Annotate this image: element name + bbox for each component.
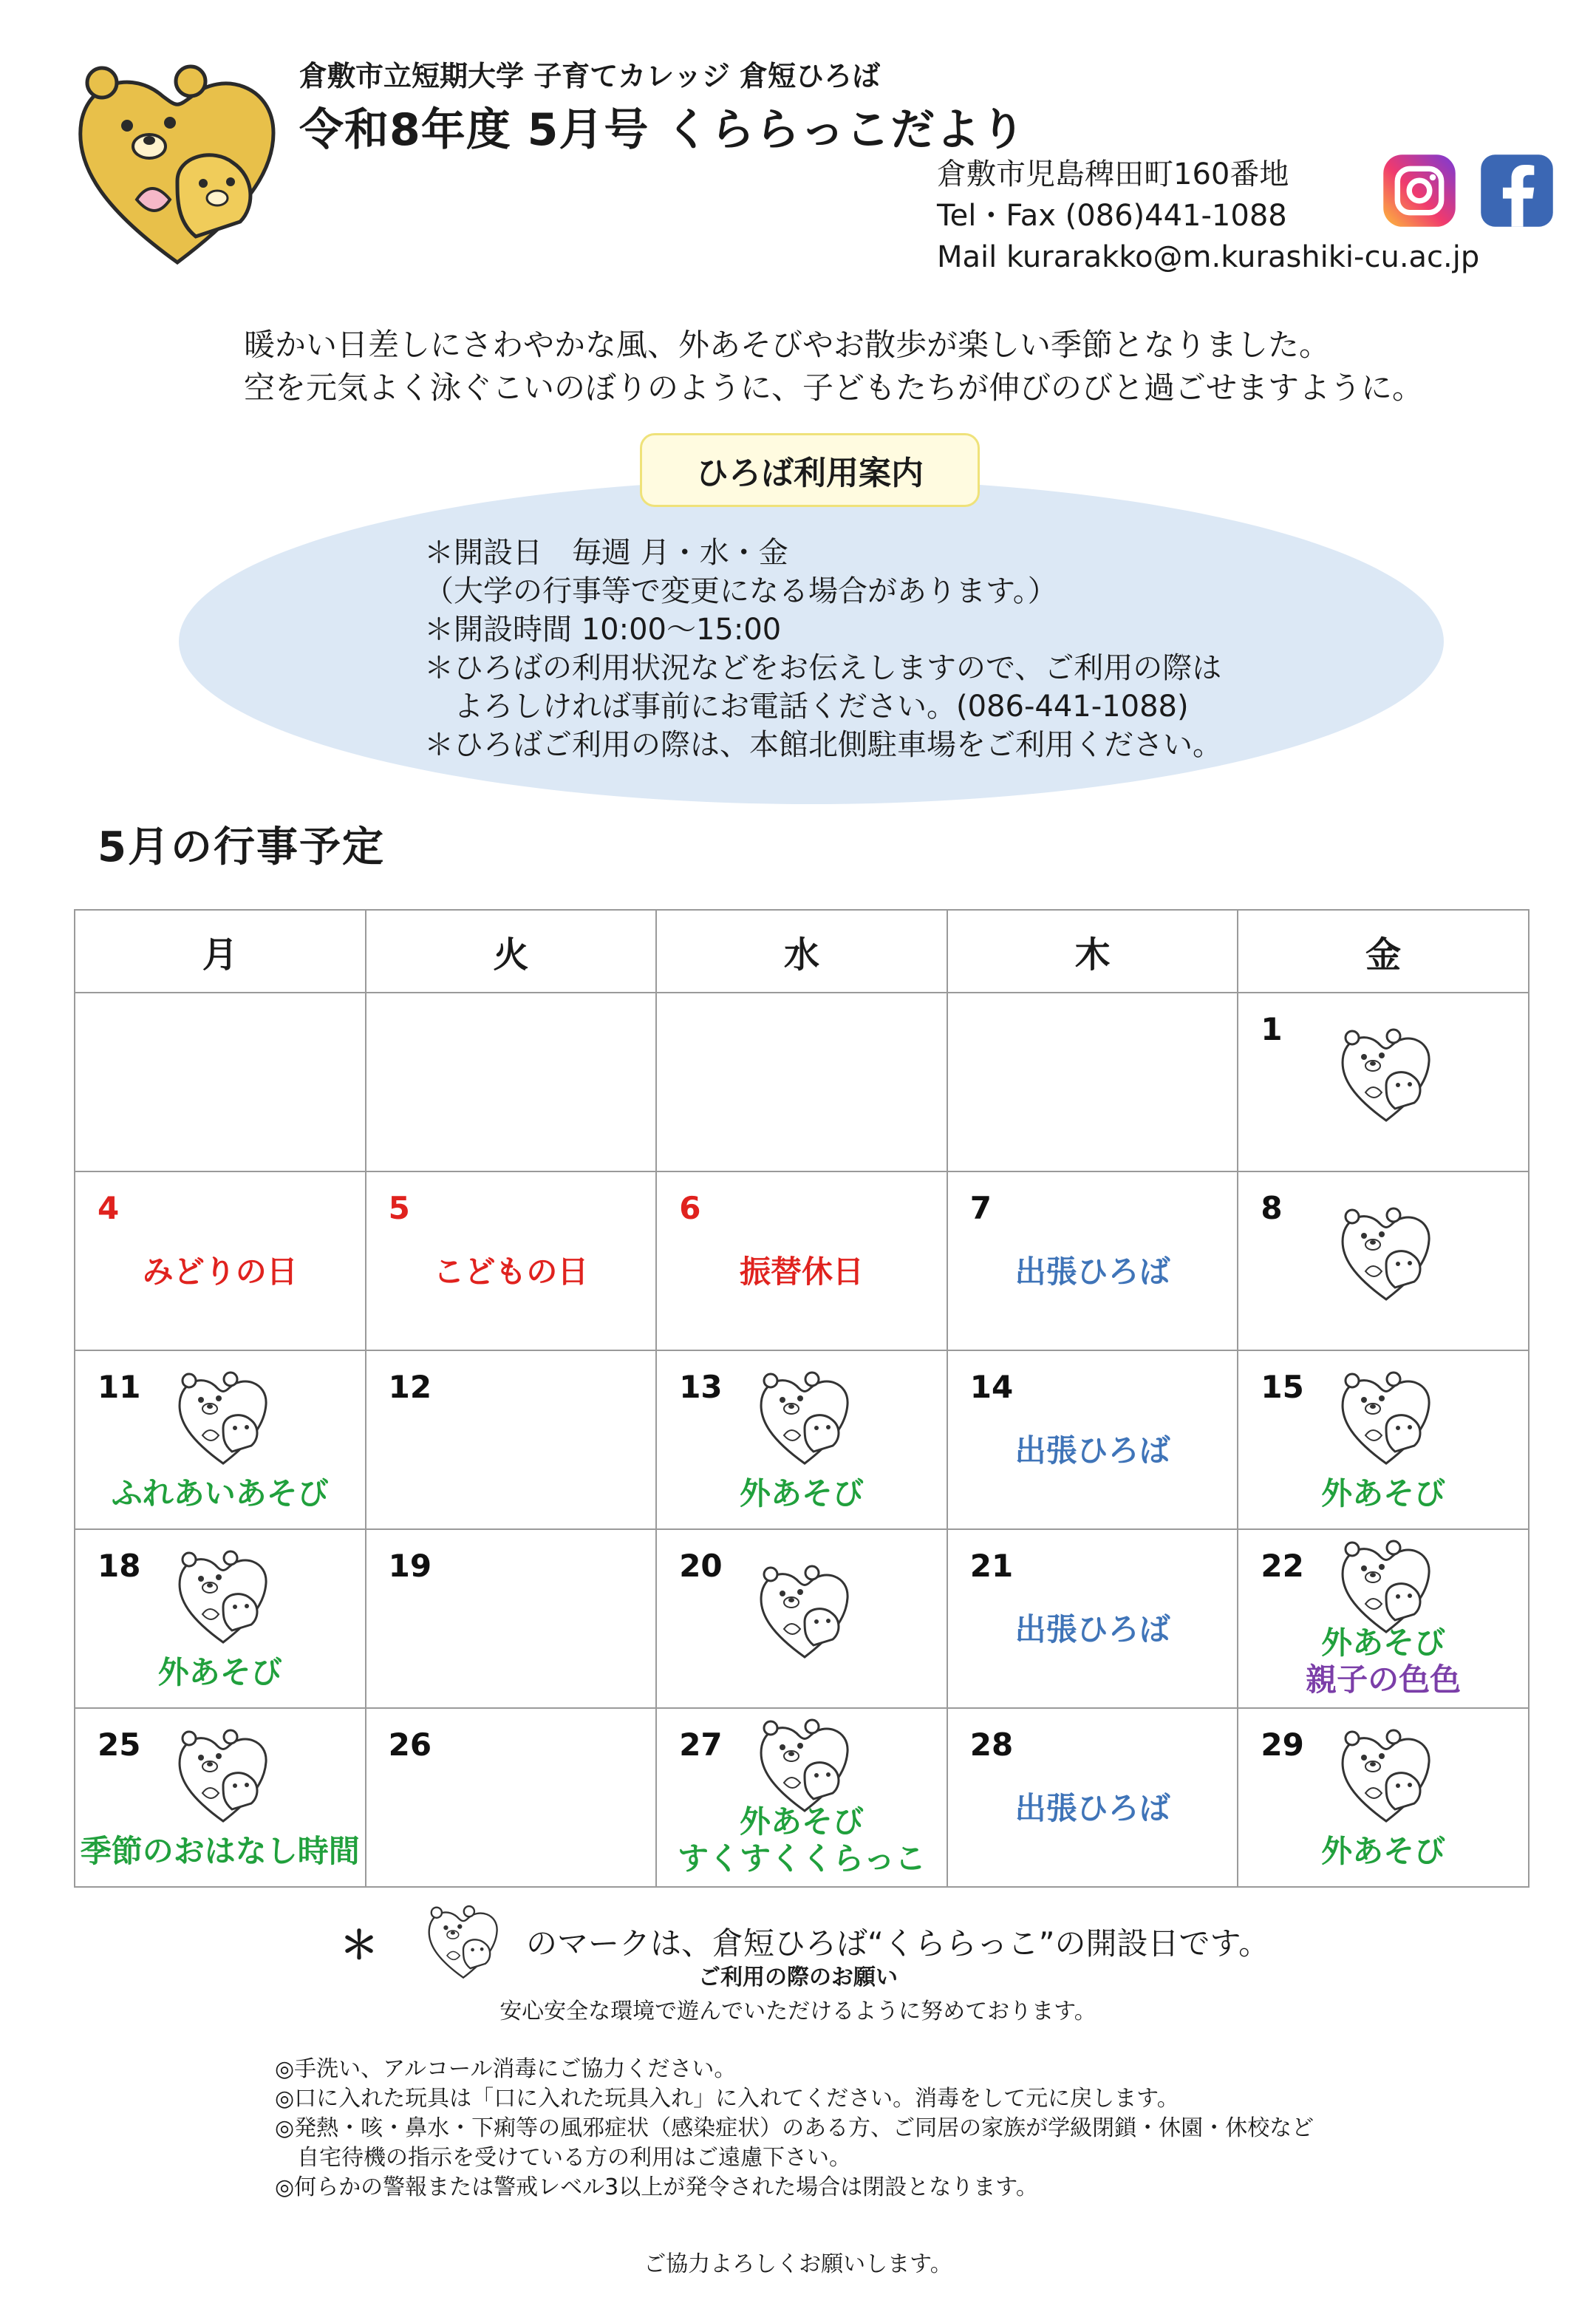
calendar-table bbox=[74, 909, 1530, 1888]
calendar-week-row bbox=[75, 1350, 1529, 1529]
day-number: 27 bbox=[679, 1727, 723, 1763]
day-number: 29 bbox=[1261, 1727, 1304, 1763]
event-label: すくすくくらっこ bbox=[677, 1840, 926, 1877]
calendar-day-cell bbox=[366, 1171, 657, 1350]
greeting-message bbox=[244, 324, 1423, 409]
calendar-day-cell bbox=[947, 1350, 1238, 1529]
guide-line: ＊開設時間 10:00～15:00 bbox=[424, 613, 782, 647]
calendar-week-row bbox=[75, 1171, 1529, 1350]
greeting-line: 空を元気よく泳ぐこいのぼりのように、子どもたちが伸びのびと過ごせますように。 bbox=[244, 370, 1424, 406]
day-number: 15 bbox=[1261, 1369, 1304, 1405]
event-label: 外あそび bbox=[739, 1803, 864, 1840]
event-label: 外あそび bbox=[1321, 1833, 1446, 1869]
calendar-week-row bbox=[75, 1529, 1529, 1708]
calendar-day-cell bbox=[1238, 1171, 1529, 1350]
day-number: 26 bbox=[388, 1727, 432, 1763]
event-label: ふれあいあそび bbox=[111, 1475, 329, 1511]
otter-mark-icon bbox=[171, 1724, 275, 1827]
request-notes bbox=[275, 2055, 1314, 2203]
guide-line: ＊開設日 毎週 月・水・金 bbox=[424, 536, 788, 570]
email-address[interactable]: Mail kurarakko@m.kurashiki-cu.ac.jp bbox=[937, 240, 1480, 274]
calendar-day-cell bbox=[1238, 1708, 1529, 1887]
guide-line: （大学の行事等で変更になる場合があります。） bbox=[424, 574, 1057, 608]
event-label: 外あそび bbox=[157, 1654, 282, 1690]
note-line: ◎口に入れた玩具は「口に入れた玩具入れ」に入れてください。消毒をして元に戻します。 bbox=[275, 2086, 1179, 2112]
note-line: ◎発熱・咳・鼻水・下痢等の風邪症状（感染症状）のある方、ご同居の家族が学級閉鎖・休園・休校など bbox=[275, 2115, 1314, 2141]
calendar-day-cell bbox=[75, 1529, 366, 1708]
day-number: 11 bbox=[98, 1369, 141, 1405]
day-number: 20 bbox=[679, 1548, 723, 1584]
legend-star: ＊ bbox=[340, 1923, 379, 1968]
day-number: 1 bbox=[1261, 1011, 1283, 1047]
calendar-week-row bbox=[75, 993, 1529, 1171]
calendar-day-cell bbox=[366, 1350, 657, 1529]
calendar-day-cell bbox=[75, 1350, 366, 1529]
calendar-day-cell bbox=[947, 993, 1238, 1171]
weekday-header: 月 bbox=[75, 910, 366, 993]
day-number: 7 bbox=[969, 1190, 992, 1226]
guide-title: ひろば利用案内 bbox=[640, 433, 980, 507]
day-number: 5 bbox=[388, 1190, 410, 1226]
day-number: 13 bbox=[679, 1369, 723, 1405]
calendar-day-cell bbox=[366, 1529, 657, 1708]
calendar-day-cell bbox=[366, 993, 657, 1171]
guide-line: よろしければ事前にお電話ください。(086-441-1088) bbox=[424, 690, 1189, 724]
request-title: ご利用の際のお願い bbox=[698, 1965, 898, 1990]
event-label: 振替休日 bbox=[739, 1254, 864, 1290]
day-number: 4 bbox=[98, 1190, 120, 1226]
day-number: 19 bbox=[388, 1548, 432, 1584]
weekday-header: 金 bbox=[1238, 910, 1529, 993]
thanks-message: ご協力よろしくお願いします。 bbox=[644, 2251, 952, 2277]
event-label: 外あそび bbox=[739, 1475, 864, 1511]
day-number: 14 bbox=[969, 1369, 1014, 1405]
guide-line: ＊ひろばご利用の際は、本館北側駐車場をご利用ください。 bbox=[424, 728, 1222, 762]
otter-mark-icon bbox=[1334, 1366, 1438, 1469]
calendar-body bbox=[75, 993, 1529, 1887]
calendar-day-cell bbox=[1238, 993, 1529, 1171]
note-line: ◎手洗い、アルコール消毒にご協力ください。 bbox=[275, 2056, 737, 2082]
otter-mark-icon bbox=[1334, 1023, 1438, 1126]
otter-mark-icon bbox=[1334, 1724, 1438, 1827]
otter-mark-icon bbox=[753, 1560, 856, 1663]
calendar-day-cell bbox=[75, 993, 366, 1171]
day-number: 18 bbox=[98, 1548, 141, 1584]
event-label: 外あそび bbox=[1321, 1475, 1446, 1511]
weekday-header: 木 bbox=[947, 910, 1238, 993]
note-line: 自宅待機の指示を受けている方の利用はご遠慮下さい。 bbox=[275, 2145, 851, 2171]
schedule-title: 5月の行事予定 bbox=[98, 823, 385, 871]
organization-name: 倉敷市立短期大学 子育てカレッジ 倉短ひろば bbox=[299, 60, 881, 92]
day-number: 21 bbox=[969, 1548, 1014, 1584]
otter-mark-icon bbox=[1334, 1534, 1438, 1638]
event-label: 親子の色色 bbox=[1306, 1662, 1462, 1698]
request-subtitle: 安心安全な環境で遊んでいただけるように努めております。 bbox=[499, 1999, 1097, 2024]
legend-text: のマークは、倉短ひろば“くららっこ”の開設日です。 bbox=[526, 1925, 1270, 1962]
calendar-day-cell bbox=[75, 1708, 366, 1887]
event-label: 季節のおはなし時間 bbox=[80, 1833, 360, 1869]
event-label: 外あそび bbox=[1321, 1625, 1446, 1661]
calendar-day-cell bbox=[75, 1171, 366, 1350]
guide-text bbox=[424, 534, 1222, 764]
calendar-day-cell bbox=[947, 1171, 1238, 1350]
calendar-day-cell bbox=[656, 1171, 947, 1350]
address: 倉敷市児島稗田町160番地 bbox=[937, 157, 1289, 191]
day-number: 8 bbox=[1261, 1190, 1283, 1226]
calendar-day-cell bbox=[1238, 1350, 1529, 1529]
calendar-day-cell bbox=[366, 1708, 657, 1887]
event-label: こどもの日 bbox=[433, 1254, 589, 1290]
weekday-header: 火 bbox=[366, 910, 657, 993]
day-number: 22 bbox=[1261, 1548, 1304, 1584]
otter-mark-icon bbox=[753, 1366, 856, 1469]
otter-mark-icon bbox=[1334, 1202, 1438, 1305]
otter-mark-icon bbox=[753, 1713, 856, 1817]
event-label: 出張ひろば bbox=[1014, 1254, 1170, 1290]
event-label: 出張ひろば bbox=[1014, 1611, 1170, 1647]
calendar-week-row bbox=[75, 1708, 1529, 1887]
otter-mark-icon bbox=[171, 1545, 275, 1648]
greeting-line: 暖かい日差しにさわやかな風、外あそびやお散歩が楽しい季節となりました。 bbox=[244, 327, 1331, 363]
facebook-icon[interactable] bbox=[1478, 152, 1556, 230]
day-number: 6 bbox=[679, 1190, 701, 1226]
calendar-day-cell bbox=[947, 1529, 1238, 1708]
instagram-icon[interactable] bbox=[1380, 152, 1459, 230]
calendar-day-cell bbox=[947, 1708, 1238, 1887]
calendar-day-cell bbox=[1238, 1529, 1529, 1708]
calendar-day-cell bbox=[656, 993, 947, 1171]
calendar-day-cell bbox=[656, 1350, 947, 1529]
guide-line: ＊ひろばの利用状況などをお伝えしますので、ご利用の際は bbox=[424, 651, 1222, 685]
event-label: 出張ひろば bbox=[1014, 1432, 1170, 1469]
event-label: みどりの日 bbox=[142, 1254, 298, 1290]
weekday-header: 水 bbox=[656, 910, 947, 993]
phone-fax: Tel・Fax (086)441-1088 bbox=[937, 199, 1287, 233]
otter-logo-icon bbox=[66, 52, 288, 273]
calendar-day-cell bbox=[656, 1708, 947, 1887]
day-number: 25 bbox=[98, 1727, 141, 1763]
note-line: ◎何らかの警報または警戒レベル3以上が発令された場合は閉設となります。 bbox=[275, 2174, 1038, 2200]
day-number: 28 bbox=[969, 1727, 1014, 1763]
otter-mark-icon bbox=[171, 1366, 275, 1469]
newsletter-title: 令和8年度 5月号 くららっこだより bbox=[299, 104, 1026, 156]
day-number: 12 bbox=[388, 1369, 432, 1405]
calendar-day-cell bbox=[656, 1529, 947, 1708]
weekday-header-row bbox=[75, 910, 1529, 993]
event-label: 出張ひろば bbox=[1014, 1790, 1170, 1826]
